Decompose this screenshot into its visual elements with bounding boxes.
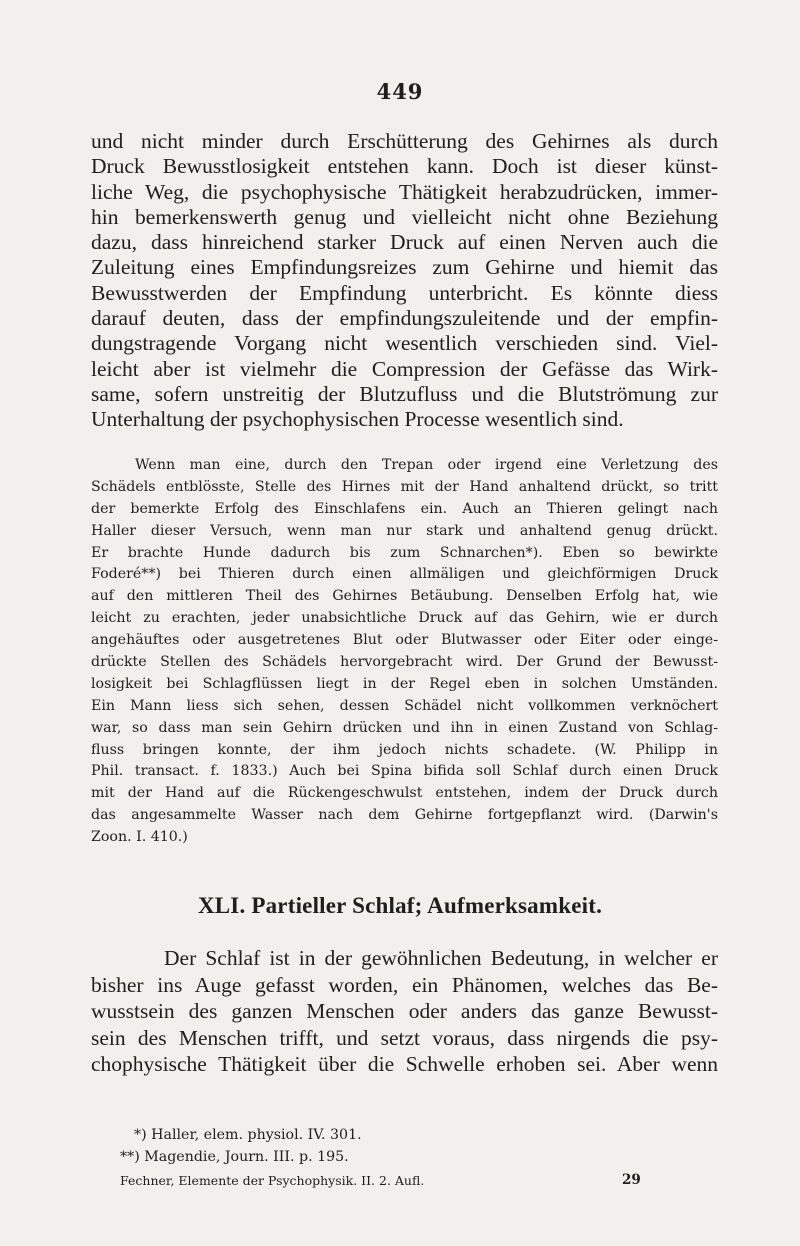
small-text-line: Ein Mann liess sich sehen, dessen Schädel nicht vollkommen verknöchert — [91, 697, 718, 714]
small-text-line: Haller dieser Versuch, wenn man nur stark und anhaltend genug drückt. — [91, 522, 718, 539]
text-line: leicht aber ist vielmehr die Compression der Gefässe das Wirk- — [91, 356, 718, 381]
text-line: Druck Bewusstlosigkeit entstehen kann. Doch ist dieser künst- — [91, 154, 718, 179]
text-line: darauf deuten, dass der empfindungszuleitende und der empfin- — [91, 306, 718, 331]
section-paragraph — [91, 945, 718, 1078]
small-text-line: Schädels entblösste, Stelle des Hirnes mit der Hand anhaltend drückt, so tritt — [91, 478, 718, 495]
small-text-line: angehäuftes oder ausgetretenes Blut oder Blutwasser oder Eiter oder einge- — [91, 632, 718, 649]
small-text-line: losigkeit bei Schlagflüssen liegt in der Regel eben in solchen Umständen. — [91, 675, 718, 692]
text-line: Zuleitung eines Empfindungsreizes zum Gehirne und hiemit das — [91, 255, 718, 280]
main-paragraph — [91, 129, 718, 433]
small-text-line: fluss bringen konnte, der ihm jedoch nichts schadete. (W. Philipp in — [91, 741, 718, 758]
text-line: same, sofern unstreitig der Blutzufluss und die Blutströmung zur — [91, 381, 718, 406]
section-heading: XLI. Partieller Schlaf; Aufmerksamkeit. — [197, 893, 603, 918]
small-text-line: Wenn man eine, durch den Trepan oder irgend eine Verletzung des — [135, 457, 718, 473]
small-text-line: leicht zu erachten, jeder unabsichtliche Druck auf das Gehirn, wie er durch — [91, 610, 718, 627]
text-line: bisher ins Auge gefasst worden, ein Phänomen, welches das Be- — [91, 972, 718, 997]
small-text-line: Foderé**) bei Thieren durch einen allmäligen und gleichförmigen Druck — [91, 566, 718, 583]
small-text-line: war, so dass man sein Gehirn drücken und ihn in einen Zustand von Schlag- — [91, 719, 718, 736]
text-line: Unterhaltung der psychophysischen Processe wesentlich sind. — [91, 407, 624, 432]
footnote: *) Haller, elem. physiol. IV. 301. — [134, 1127, 362, 1143]
text-line: chophysische Thätigkeit über die Schwelle erhoben sei. Aber wenn — [91, 1052, 718, 1076]
small-text-line: auf den mittleren Theil des Gehirnes Betäubung. Denselben Erfolg hat, wie — [91, 588, 718, 605]
text-line: dungstragende Vorgang nicht wesentlich verschieden sind. Viel- — [91, 331, 718, 356]
text-line: sein des Menschen trifft, und setzt voraus, dass nirgends die psy- — [91, 1025, 718, 1050]
sheet-signature: 29 — [622, 1172, 641, 1188]
footnotes — [120, 1125, 600, 1168]
text-line: liche Weg, die psychophysische Thätigkeit herabzudrücken, immer- — [91, 179, 718, 204]
text-line: hin bemerkenswerth genug und vielleicht nicht ohne Beziehung — [91, 204, 718, 229]
small-text-line: Phil. transact. f. 1833.) Auch bei Spina bifida soll Schlaf durch einen Druck — [91, 763, 718, 780]
small-text-line: mit der Hand auf die Rückengeschwulst entstehen, indem der Druck durch — [91, 785, 718, 802]
text-line: wusstsein des ganzen Menschen oder anders das ganze Bewusst- — [91, 999, 718, 1023]
small-text-line: der bemerkte Erfolg des Einschlafens ein. Auch an Thieren gelingt nach — [91, 500, 718, 517]
text-line: Der Schlaf ist in der gewöhnlichen Bedeutung, in welcher er — [164, 946, 718, 970]
small-text-line: Er brachte Hunde dadurch bis zum Schnarchen*). Eben so bewirkte — [91, 544, 718, 561]
small-text-line: Zoon. I. 410.) — [91, 829, 188, 846]
text-line: Bewusstwerden der Empfindung unterbricht. Es könnte diess — [91, 280, 718, 305]
text-line: und nicht minder durch Erschütterung des Gehirnes als durch — [91, 129, 718, 153]
small-print-paragraph — [91, 455, 718, 849]
printer-imprint: Fechner, Elemente der Psychophysik. II. 2. Aufl. — [120, 1173, 425, 1188]
small-text-line: das angesammelte Wasser nach dem Gehirne fortgepflanzt wird. (Darwin's — [91, 807, 718, 824]
page-number: 449 — [376, 79, 424, 104]
text-line: dazu, dass hinreichend starker Druck auf einen Nerven auch die — [91, 230, 718, 255]
small-text-line: drückte Stellen des Schädels hervorgebracht wird. Der Grund der Bewusst- — [91, 654, 718, 671]
footnote: **) Magendie, Journ. III. p. 195. — [120, 1148, 349, 1165]
